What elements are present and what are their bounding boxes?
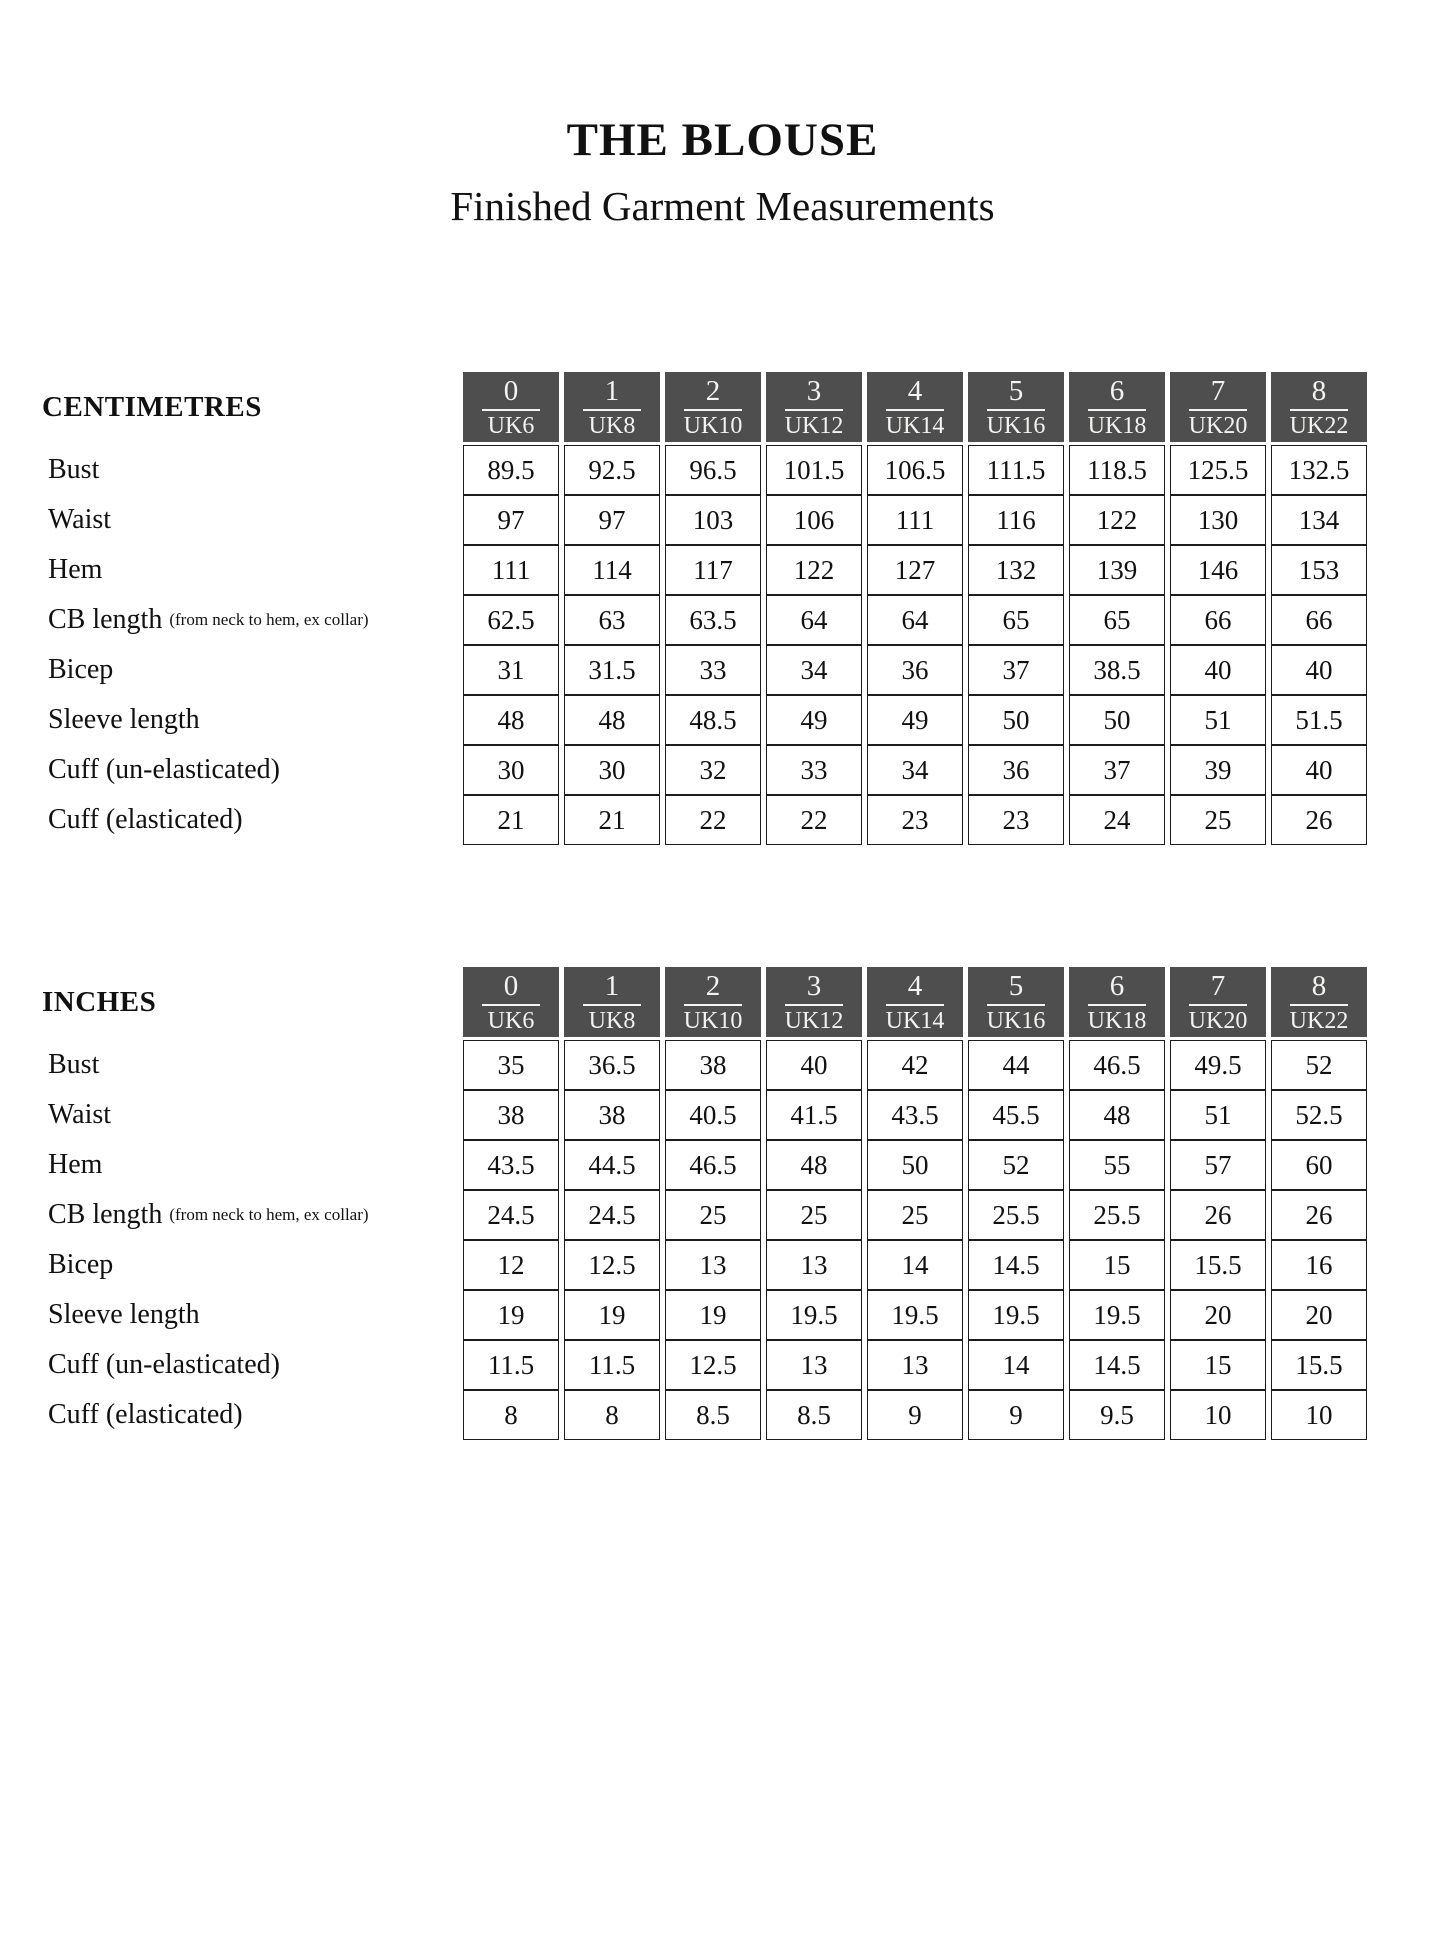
measurement-cell: 23 — [968, 795, 1064, 845]
size-header-cell — [1170, 372, 1266, 442]
measurement-cell: 50 — [867, 1140, 963, 1190]
measurement-cell: 21 — [463, 795, 559, 845]
size-column — [766, 967, 862, 1440]
measurement-cell: 51 — [1170, 1090, 1266, 1140]
size-number: 1 — [604, 970, 620, 1003]
measurement-cell: 51.5 — [1271, 695, 1367, 745]
measurement-cell: 26 — [1170, 1190, 1266, 1240]
fraction-line — [583, 409, 641, 411]
measurement-cell: 25.5 — [968, 1190, 1064, 1240]
size-column — [968, 372, 1064, 845]
measurement-cell: 31 — [463, 645, 559, 695]
fraction-line — [785, 409, 843, 411]
measurement-cell: 19.5 — [968, 1290, 1064, 1340]
measurement-cell: 106.5 — [867, 445, 963, 495]
measurement-cell: 92.5 — [564, 445, 660, 495]
measurement-cell: 101.5 — [766, 445, 862, 495]
measurement-cell: 8 — [463, 1390, 559, 1440]
fraction-line — [987, 1004, 1045, 1006]
in-row-label-waist — [40, 1090, 463, 1140]
measurement-cell: 12.5 — [665, 1340, 761, 1390]
measurement-cell: 52 — [1271, 1040, 1367, 1090]
measurement-cell: 38 — [665, 1040, 761, 1090]
centimetres-section — [0, 372, 1445, 845]
measurement-cell: 57 — [1170, 1140, 1266, 1190]
size-header-cell — [766, 967, 862, 1037]
uk-size-label: UK16 — [986, 413, 1046, 440]
uk-size-label: UK12 — [784, 413, 844, 440]
size-column — [968, 967, 1064, 1440]
measurement-cell: 11.5 — [463, 1340, 559, 1390]
measurement-cell: 25 — [1170, 795, 1266, 845]
measurement-cell: 8.5 — [665, 1390, 761, 1440]
measurement-cell: 24 — [1069, 795, 1165, 845]
measurement-cell: 55 — [1069, 1140, 1165, 1190]
measurement-cell: 97 — [564, 495, 660, 545]
measurement-cell: 52 — [968, 1140, 1064, 1190]
uk-size-label: UK10 — [683, 1008, 743, 1035]
measurement-cell: 111.5 — [968, 445, 1064, 495]
measurement-cell: 43.5 — [867, 1090, 963, 1140]
cm-row-label-sleeve-length — [40, 695, 463, 745]
measurement-cell: 130 — [1170, 495, 1266, 545]
measurement-cell: 40.5 — [665, 1090, 761, 1140]
in-row-label-cuff-elasticated — [40, 1390, 463, 1440]
measurement-cell: 139 — [1069, 545, 1165, 595]
size-number: 5 — [1008, 375, 1024, 408]
row-label-text: Bicep — [48, 1249, 114, 1281]
fraction-line — [1088, 1004, 1146, 1006]
measurement-cell: 134 — [1271, 495, 1367, 545]
measurement-cell: 10 — [1271, 1390, 1367, 1440]
measurement-cell: 13 — [867, 1340, 963, 1390]
measurement-cell: 15 — [1069, 1240, 1165, 1290]
measurement-cell: 19.5 — [1069, 1290, 1165, 1340]
measurement-cell: 49 — [766, 695, 862, 745]
size-header-cell — [968, 372, 1064, 442]
row-label-text: Hem — [48, 554, 103, 586]
cm-label-column — [40, 372, 463, 845]
measurement-cell: 14 — [968, 1340, 1064, 1390]
fraction-line — [1290, 409, 1348, 411]
measurement-cell: 65 — [1069, 595, 1165, 645]
measurement-cell: 20 — [1170, 1290, 1266, 1340]
measurement-cell: 132 — [968, 545, 1064, 595]
measurement-cell: 50 — [968, 695, 1064, 745]
cm-row-label-waist — [40, 495, 463, 545]
measurement-cell: 103 — [665, 495, 761, 545]
measurement-cell: 15.5 — [1170, 1240, 1266, 1290]
measurement-cell: 22 — [766, 795, 862, 845]
measurement-cell: 40 — [1271, 745, 1367, 795]
measurement-cell: 32 — [665, 745, 761, 795]
row-label-text: Cuff (un-elasticated) — [48, 1349, 280, 1381]
measurement-cell: 13 — [766, 1340, 862, 1390]
size-header-cell — [564, 967, 660, 1037]
in-row-label-cb-length — [40, 1190, 463, 1240]
measurement-cell: 46.5 — [1069, 1040, 1165, 1090]
uk-size-label: UK14 — [885, 413, 945, 440]
size-header-cell — [665, 372, 761, 442]
size-column — [867, 372, 963, 845]
measurement-cell: 40 — [1271, 645, 1367, 695]
size-column — [463, 967, 559, 1440]
measurement-cell: 48.5 — [665, 695, 761, 745]
document-subtitle: Finished Garment Measurements — [450, 183, 995, 230]
size-number: 3 — [806, 375, 822, 408]
measurement-cell: 65 — [968, 595, 1064, 645]
measurement-cell: 52.5 — [1271, 1090, 1367, 1140]
measurement-cell: 36 — [968, 745, 1064, 795]
cm-unit-label: CENTIMETRES — [42, 390, 262, 423]
uk-size-label: UK22 — [1289, 1008, 1349, 1035]
measurement-cell: 30 — [564, 745, 660, 795]
size-number: 4 — [907, 375, 923, 408]
measurement-cell: 38 — [564, 1090, 660, 1140]
measurement-cell: 45.5 — [968, 1090, 1064, 1140]
size-column — [665, 967, 761, 1440]
size-number: 0 — [503, 375, 519, 408]
measurement-cell: 42 — [867, 1040, 963, 1090]
uk-size-label: UK10 — [683, 413, 743, 440]
in-label-column — [40, 967, 463, 1440]
measurement-cell: 19 — [665, 1290, 761, 1340]
inches-section — [0, 967, 1445, 1440]
measurement-cell: 15.5 — [1271, 1340, 1367, 1390]
measurement-cell: 122 — [1069, 495, 1165, 545]
measurement-cell: 34 — [766, 645, 862, 695]
fraction-line — [886, 409, 944, 411]
size-column — [1271, 372, 1367, 845]
measurement-cell: 33 — [665, 645, 761, 695]
measurement-cell: 37 — [968, 645, 1064, 695]
fraction-line — [1088, 409, 1146, 411]
row-label-text: Cuff (elasticated) — [48, 804, 243, 836]
fraction-line — [1290, 1004, 1348, 1006]
size-header-cell — [968, 967, 1064, 1037]
uk-size-label: UK8 — [588, 413, 636, 440]
cm-row-label-cuff-elasticated — [40, 795, 463, 845]
size-number: 2 — [705, 375, 721, 408]
row-label-note: (from neck to hem, ex collar) — [169, 610, 369, 630]
measurement-cell: 62.5 — [463, 595, 559, 645]
size-number: 7 — [1210, 375, 1226, 408]
uk-size-label: UK8 — [588, 1008, 636, 1035]
size-column — [1069, 372, 1165, 845]
row-label-text: Sleeve length — [48, 704, 200, 736]
measurement-cell: 25 — [867, 1190, 963, 1240]
measurement-cell: 39 — [1170, 745, 1266, 795]
in-row-label-bicep — [40, 1240, 463, 1290]
measurement-cell: 66 — [1271, 595, 1367, 645]
measurement-cell: 48 — [463, 695, 559, 745]
row-label-text: CB length — [48, 604, 163, 636]
measurement-cell: 38.5 — [1069, 645, 1165, 695]
measurement-cell: 116 — [968, 495, 1064, 545]
fraction-line — [583, 1004, 641, 1006]
row-label-text: Bicep — [48, 654, 114, 686]
size-header-cell — [1069, 967, 1165, 1037]
fraction-line — [684, 1004, 742, 1006]
size-header-cell — [463, 372, 559, 442]
measurement-cell: 48 — [564, 695, 660, 745]
measurement-cell: 106 — [766, 495, 862, 545]
uk-size-label: UK18 — [1087, 1008, 1147, 1035]
measurement-cell: 13 — [665, 1240, 761, 1290]
measurement-cell: 22 — [665, 795, 761, 845]
size-column — [1069, 967, 1165, 1440]
measurement-cell: 63 — [564, 595, 660, 645]
measurement-cell: 41.5 — [766, 1090, 862, 1140]
measurement-cell: 9 — [968, 1390, 1064, 1440]
cm-row-label-bicep — [40, 645, 463, 695]
measurement-cell: 66 — [1170, 595, 1266, 645]
size-column — [766, 372, 862, 845]
size-header-cell — [1170, 967, 1266, 1037]
row-label-note: (from neck to hem, ex collar) — [169, 1205, 369, 1225]
row-label-text: Cuff (un-elasticated) — [48, 754, 280, 786]
size-number: 0 — [503, 970, 519, 1003]
row-label-text: Waist — [48, 1099, 112, 1131]
row-label-text: Cuff (elasticated) — [48, 1399, 243, 1431]
row-label-text: Hem — [48, 1149, 103, 1181]
cm-row-label-cb-length — [40, 595, 463, 645]
measurement-cell: 153 — [1271, 545, 1367, 595]
measurement-cell: 23 — [867, 795, 963, 845]
size-column — [564, 372, 660, 845]
measurement-cell: 44.5 — [564, 1140, 660, 1190]
uk-size-label: UK6 — [487, 1008, 535, 1035]
measurement-cell: 97 — [463, 495, 559, 545]
size-header-cell — [665, 967, 761, 1037]
measurement-cell: 50 — [1069, 695, 1165, 745]
measurement-cell: 96.5 — [665, 445, 761, 495]
fraction-line — [1189, 1004, 1247, 1006]
size-column — [1271, 967, 1367, 1440]
row-label-text: Waist — [48, 504, 112, 536]
measurement-cell: 13 — [766, 1240, 862, 1290]
measurement-cell: 35 — [463, 1040, 559, 1090]
size-column — [564, 967, 660, 1440]
measurement-cell: 64 — [766, 595, 862, 645]
size-number: 1 — [604, 375, 620, 408]
uk-size-label: UK16 — [986, 1008, 1046, 1035]
cm-row-label-hem — [40, 545, 463, 595]
measurement-cell: 44 — [968, 1040, 1064, 1090]
size-column — [1170, 967, 1266, 1440]
size-number: 6 — [1109, 970, 1125, 1003]
size-header-cell — [766, 372, 862, 442]
in-row-label-cuff-unelasticated — [40, 1340, 463, 1390]
fraction-line — [482, 409, 540, 411]
measurement-cell: 19 — [463, 1290, 559, 1340]
size-number: 5 — [1008, 970, 1024, 1003]
measurement-cell: 38 — [463, 1090, 559, 1140]
in-unit-label: INCHES — [42, 985, 157, 1018]
measurement-cell: 25.5 — [1069, 1190, 1165, 1240]
measurement-cell: 20 — [1271, 1290, 1367, 1340]
document-title: THE BLOUSE — [566, 114, 879, 166]
measurement-cell: 14.5 — [968, 1240, 1064, 1290]
size-column — [1170, 372, 1266, 845]
size-header-cell — [463, 967, 559, 1037]
measurement-cell: 89.5 — [463, 445, 559, 495]
in-row-label-sleeve-length — [40, 1290, 463, 1340]
measurement-cell: 118.5 — [1069, 445, 1165, 495]
measurement-cell: 19.5 — [766, 1290, 862, 1340]
measurement-cell: 9.5 — [1069, 1390, 1165, 1440]
measurement-cell: 51 — [1170, 695, 1266, 745]
size-header-cell — [1271, 372, 1367, 442]
measurement-cell: 60 — [1271, 1140, 1367, 1190]
measurement-cell: 111 — [463, 545, 559, 595]
measurement-cell: 30 — [463, 745, 559, 795]
measurement-cell: 19 — [564, 1290, 660, 1340]
measurement-cell: 26 — [1271, 1190, 1367, 1240]
measurement-cell: 37 — [1069, 745, 1165, 795]
measurement-cell: 34 — [867, 745, 963, 795]
measurement-cell: 8 — [564, 1390, 660, 1440]
cm-row-label-bust — [40, 445, 463, 495]
fraction-line — [886, 1004, 944, 1006]
cm-measurement-grid — [463, 372, 1367, 845]
measurement-cell: 11.5 — [564, 1340, 660, 1390]
size-column — [463, 372, 559, 845]
measurement-cell: 19.5 — [867, 1290, 963, 1340]
measurement-cell: 21 — [564, 795, 660, 845]
measurement-cell: 114 — [564, 545, 660, 595]
uk-size-label: UK6 — [487, 413, 535, 440]
fraction-line — [482, 1004, 540, 1006]
row-label-text: Bust — [48, 454, 100, 486]
measurement-cell: 14.5 — [1069, 1340, 1165, 1390]
uk-size-label: UK18 — [1087, 413, 1147, 440]
measurement-cell: 125.5 — [1170, 445, 1266, 495]
measurement-cell: 40 — [766, 1040, 862, 1090]
row-label-text: Bust — [48, 1049, 100, 1081]
size-header-cell — [867, 967, 963, 1037]
measurement-cell: 16 — [1271, 1240, 1367, 1290]
measurement-cell: 36.5 — [564, 1040, 660, 1090]
row-label-text: Sleeve length — [48, 1299, 200, 1331]
measurement-cell: 10 — [1170, 1390, 1266, 1440]
measurement-cell: 12.5 — [564, 1240, 660, 1290]
size-header-cell — [564, 372, 660, 442]
size-number: 4 — [907, 970, 923, 1003]
measurement-cell: 48 — [1069, 1090, 1165, 1140]
measurement-cell: 43.5 — [463, 1140, 559, 1190]
measurement-cell: 117 — [665, 545, 761, 595]
measurement-cell: 146 — [1170, 545, 1266, 595]
measurement-cell: 127 — [867, 545, 963, 595]
measurement-cell: 25 — [665, 1190, 761, 1240]
title-block — [0, 0, 1445, 228]
in-row-label-bust — [40, 1040, 463, 1090]
measurement-cell: 122 — [766, 545, 862, 595]
fraction-line — [1189, 409, 1247, 411]
uk-size-label: UK14 — [885, 1008, 945, 1035]
measurement-cell: 132.5 — [1271, 445, 1367, 495]
size-number: 8 — [1311, 970, 1327, 1003]
measurement-cell: 15 — [1170, 1340, 1266, 1390]
measurement-cell: 48 — [766, 1140, 862, 1190]
size-column — [867, 967, 963, 1440]
measurement-cell: 24.5 — [564, 1190, 660, 1240]
in-row-label-hem — [40, 1140, 463, 1190]
size-number: 6 — [1109, 375, 1125, 408]
measurement-cell: 40 — [1170, 645, 1266, 695]
size-number: 2 — [705, 970, 721, 1003]
fraction-line — [785, 1004, 843, 1006]
size-header-cell — [1069, 372, 1165, 442]
size-header-cell — [867, 372, 963, 442]
measurement-cell: 33 — [766, 745, 862, 795]
uk-size-label: UK20 — [1188, 413, 1248, 440]
measurement-cell: 111 — [867, 495, 963, 545]
cm-row-label-cuff-unelasticated — [40, 745, 463, 795]
in-measurement-grid — [463, 967, 1367, 1440]
size-number: 3 — [806, 970, 822, 1003]
uk-size-label: UK22 — [1289, 413, 1349, 440]
measurement-cell: 46.5 — [665, 1140, 761, 1190]
measurement-cell: 49.5 — [1170, 1040, 1266, 1090]
fraction-line — [684, 409, 742, 411]
measurement-cell: 31.5 — [564, 645, 660, 695]
uk-size-label: UK12 — [784, 1008, 844, 1035]
measurement-cell: 12 — [463, 1240, 559, 1290]
measurement-cell: 14 — [867, 1240, 963, 1290]
row-label-text: CB length — [48, 1199, 163, 1231]
measurement-cell: 63.5 — [665, 595, 761, 645]
measurement-cell: 49 — [867, 695, 963, 745]
size-number: 7 — [1210, 970, 1226, 1003]
measurement-cell: 64 — [867, 595, 963, 645]
measurement-cell: 25 — [766, 1190, 862, 1240]
measurement-cell: 36 — [867, 645, 963, 695]
size-header-cell — [1271, 967, 1367, 1037]
uk-size-label: UK20 — [1188, 1008, 1248, 1035]
size-column — [665, 372, 761, 845]
measurement-cell: 8.5 — [766, 1390, 862, 1440]
fraction-line — [987, 409, 1045, 411]
measurement-cell: 9 — [867, 1390, 963, 1440]
size-number: 8 — [1311, 375, 1327, 408]
measurement-cell: 26 — [1271, 795, 1367, 845]
measurement-cell: 24.5 — [463, 1190, 559, 1240]
